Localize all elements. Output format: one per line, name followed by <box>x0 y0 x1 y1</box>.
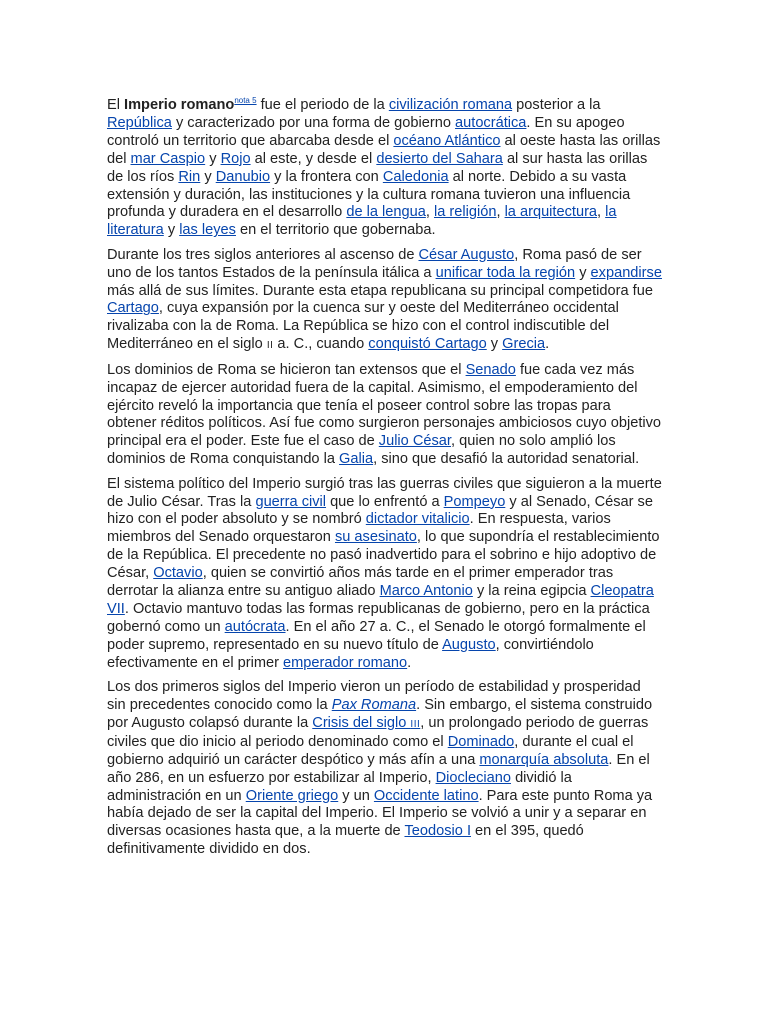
text: al norte. Debido a su vasta extensión y duración, las instituciones y la cultura romana tuvieron una influencia profunda y duradera en el desarrollo <box>107 168 631 221</box>
text: . En el año 27 a. C., el Senado le otorgó formalmente el poder supremo, representado en su nuevo título de <box>107 618 646 653</box>
link-las-leyes[interactable]: las leyes <box>179 222 236 239</box>
link-caledonia[interactable]: Caledonia <box>382 168 449 185</box>
link-dominado[interactable]: Dominado <box>447 733 515 750</box>
link-pax-romana[interactable] <box>332 697 416 713</box>
text: a. C., cuando <box>273 336 369 353</box>
text: que lo enfrentó a <box>326 493 444 510</box>
text: Durante los tres siglos anteriores al ascenso de <box>107 246 419 263</box>
link-cleopatra-vii[interactable]: Cleopatra VII <box>107 583 654 617</box>
link-emperador-romano[interactable]: emperador romano <box>283 654 408 671</box>
text: en el 395, quedó definitivamente dividido en dos. <box>107 823 584 858</box>
link-expandirse[interactable]: expandirse <box>590 264 662 281</box>
text: , convirtiéndolo efectivamente en el primer <box>107 636 594 671</box>
article-body <box>107 97 663 866</box>
text: dividió la administración en un <box>107 769 572 804</box>
link-autocrata[interactable]: autócrata <box>224 618 286 635</box>
link-cesar-augusto[interactable]: César Augusto <box>418 246 515 263</box>
link-la-literatura[interactable]: la literatura <box>107 204 617 239</box>
text: . Para este punto Roma ya había dejado de ser la capital del Imperio. El Imperio se volvió a unir y a separar en diversas ocasiones hasta que, a la muerte de <box>107 787 653 840</box>
text: , quien no solo amplió los dominios de Roma conquistando la <box>107 433 616 468</box>
text: , <box>597 204 606 221</box>
link-danubio[interactable]: Danubio <box>215 168 271 185</box>
link-diocleciano[interactable]: Diocleciano <box>435 769 512 786</box>
text: y la frontera con <box>270 168 383 185</box>
text: . <box>407 654 412 671</box>
text: . Sin embargo, el sistema construido por Augusto colapsó durante la <box>107 697 653 731</box>
link-autocratica[interactable]: autocrática <box>455 114 527 131</box>
text: más allá de sus límites. Durante esta etapa republicana su principal competidora fue <box>107 282 653 299</box>
link-de-la-lengua[interactable]: de la lengua <box>346 204 426 221</box>
link-desierto-sahara[interactable]: desierto del Sahara <box>376 150 503 167</box>
text: , Roma pasó de ser uno de los tantos Estados de la península itálica a <box>107 246 642 281</box>
text: . En el año 286, en un esfuerzo por estabilizar al Imperio, <box>107 751 650 786</box>
text: y <box>575 264 591 281</box>
link-crisis-del-siglo-iii[interactable] <box>312 715 420 731</box>
paragraph-4 <box>107 476 663 673</box>
text: fue el periodo de la <box>256 97 389 113</box>
link-occidente-latino[interactable]: Occidente latino <box>373 787 479 804</box>
link-unificar-toda-la-region[interactable]: unificar toda la región <box>435 264 576 281</box>
text: y un <box>338 787 374 804</box>
text: , durante el cual el gobierno adquirió un carácter despótico y más afín a una <box>107 733 634 768</box>
text: , quien se convirtió años más tarde en el primer emperador tras derrotar la alianza entre su antiguo aliado <box>107 565 614 600</box>
text: al oeste hasta las orillas del <box>107 132 661 167</box>
text: , cuya expansión por la cuenca sur y oeste del Mediterráneo occidental rivalizaba con la de Roma. La República se hizo con el control indiscutible del Mediterráneo en el siglo <box>107 300 619 353</box>
paragraph-5 <box>107 679 663 859</box>
link-pompeyo[interactable]: Pompeyo <box>443 493 506 510</box>
footnote-ref[interactable] <box>234 96 256 105</box>
link-galia[interactable]: Galia <box>339 451 374 468</box>
link-julio-cesar[interactable]: Julio César <box>378 433 451 450</box>
link-teodosio-i[interactable]: Teodosio I <box>404 823 471 840</box>
link-marco-antonio[interactable]: Marco Antonio <box>379 583 473 600</box>
paragraph-1 <box>107 97 663 240</box>
paragraph-2 <box>107 247 663 355</box>
text: y caracterizado por una forma de gobierno <box>171 114 456 131</box>
link-senado[interactable]: Senado <box>465 361 516 378</box>
link-label: Pax Romana <box>331 697 417 713</box>
link-civilizacion-romana[interactable]: civilización romana <box>388 97 513 113</box>
century-numeral: II <box>266 340 274 352</box>
text: , <box>496 204 505 221</box>
link-mar-caspio[interactable]: mar Caspio <box>130 150 206 167</box>
link-la-arquitectura[interactable]: la arquitectura <box>504 204 598 221</box>
text: y <box>200 168 216 185</box>
footnote-link[interactable]: nota 5 <box>234 96 257 105</box>
link-guerra-civil[interactable]: guerra civil <box>255 493 327 510</box>
text: y <box>205 150 221 167</box>
text: . <box>545 336 550 353</box>
text: posterior a la <box>512 97 601 113</box>
link-conquisto-cartago[interactable]: conquistó Cartago <box>368 336 487 353</box>
text: al sur hasta las orillas de los ríos <box>107 150 648 185</box>
text: fue cada vez más incapaz de ejercer autoridad fuera de la capital. Asimismo, el empoderamiento del ejército reveló la importancia que tenía el poseer control sobre las tropas para obtener réditos políticos. Así fue como surgieron personajes ambiciosos cuyo objetivo principal era el poder. Este fue el caso de <box>107 361 662 450</box>
article-subject: Imperio romano <box>124 97 235 113</box>
text: Los dominios de Roma se hicieron tan extensos que el <box>107 361 466 378</box>
text: y al Senado, César se hizo con el poder absoluto y se nombró <box>107 493 653 528</box>
text: , sino que desafió la autoridad senatorial. <box>373 451 640 468</box>
link-rin[interactable]: Rin <box>178 168 201 185</box>
link-oceano-atlantico[interactable]: océano Atlántico <box>393 132 501 149</box>
text: . Octavio mantuvo todas las formas republicanas de gobierno, pero en la práctica gobernó como un <box>107 600 650 635</box>
text: y <box>163 222 180 239</box>
link-oriente-griego[interactable]: Oriente griego <box>245 787 339 804</box>
text: , un prolongado periodo de guerras civiles que dio inicio al periodo denominado como el <box>107 714 649 750</box>
link-augusto[interactable]: Augusto <box>442 636 496 653</box>
link-rojo[interactable]: Rojo <box>220 150 251 167</box>
link-la-religion[interactable]: la religión <box>433 204 497 221</box>
link-octavio[interactable]: Octavio <box>153 565 203 582</box>
link-grecia[interactable]: Grecia <box>502 336 546 353</box>
text: y la reina egipcia <box>472 583 591 600</box>
link-monarquia-absoluta[interactable]: monarquía absoluta <box>479 751 609 768</box>
text: . En respuesta, varios miembros del Senado orquestaron <box>107 511 611 546</box>
text: , lo que supondría el restablecimiento de la República. El precedente no pasó inadvertido para el sobrino e hijo adoptivo de César, <box>107 529 660 582</box>
text: . En su apogeo controló un territorio que abarcaba desde el <box>107 114 625 149</box>
link-republica[interactable]: República <box>107 114 172 131</box>
link-su-asesinato[interactable]: su asesinato <box>334 529 417 546</box>
link-dictador-vitalicio[interactable]: dictador vitalicio <box>365 511 470 528</box>
paragraph-3 <box>107 362 663 469</box>
text: El <box>107 97 125 113</box>
text: y <box>486 336 503 353</box>
link-cartago[interactable]: Cartago <box>107 300 159 317</box>
text: Los dos primeros siglos del Imperio vieron un período de estabilidad y prosperidad sin precedentes conocido como la <box>107 679 641 713</box>
text: al este, y desde el <box>250 150 377 167</box>
link-label: Crisis del siglo <box>312 714 411 731</box>
text: , <box>425 204 434 221</box>
century-numeral: III <box>410 718 421 730</box>
text: en el territorio que gobernaba. <box>235 222 436 239</box>
text: El sistema político del Imperio surgió tras las guerras civiles que siguieron a la muerte de Julio César. Tras la <box>107 475 662 510</box>
